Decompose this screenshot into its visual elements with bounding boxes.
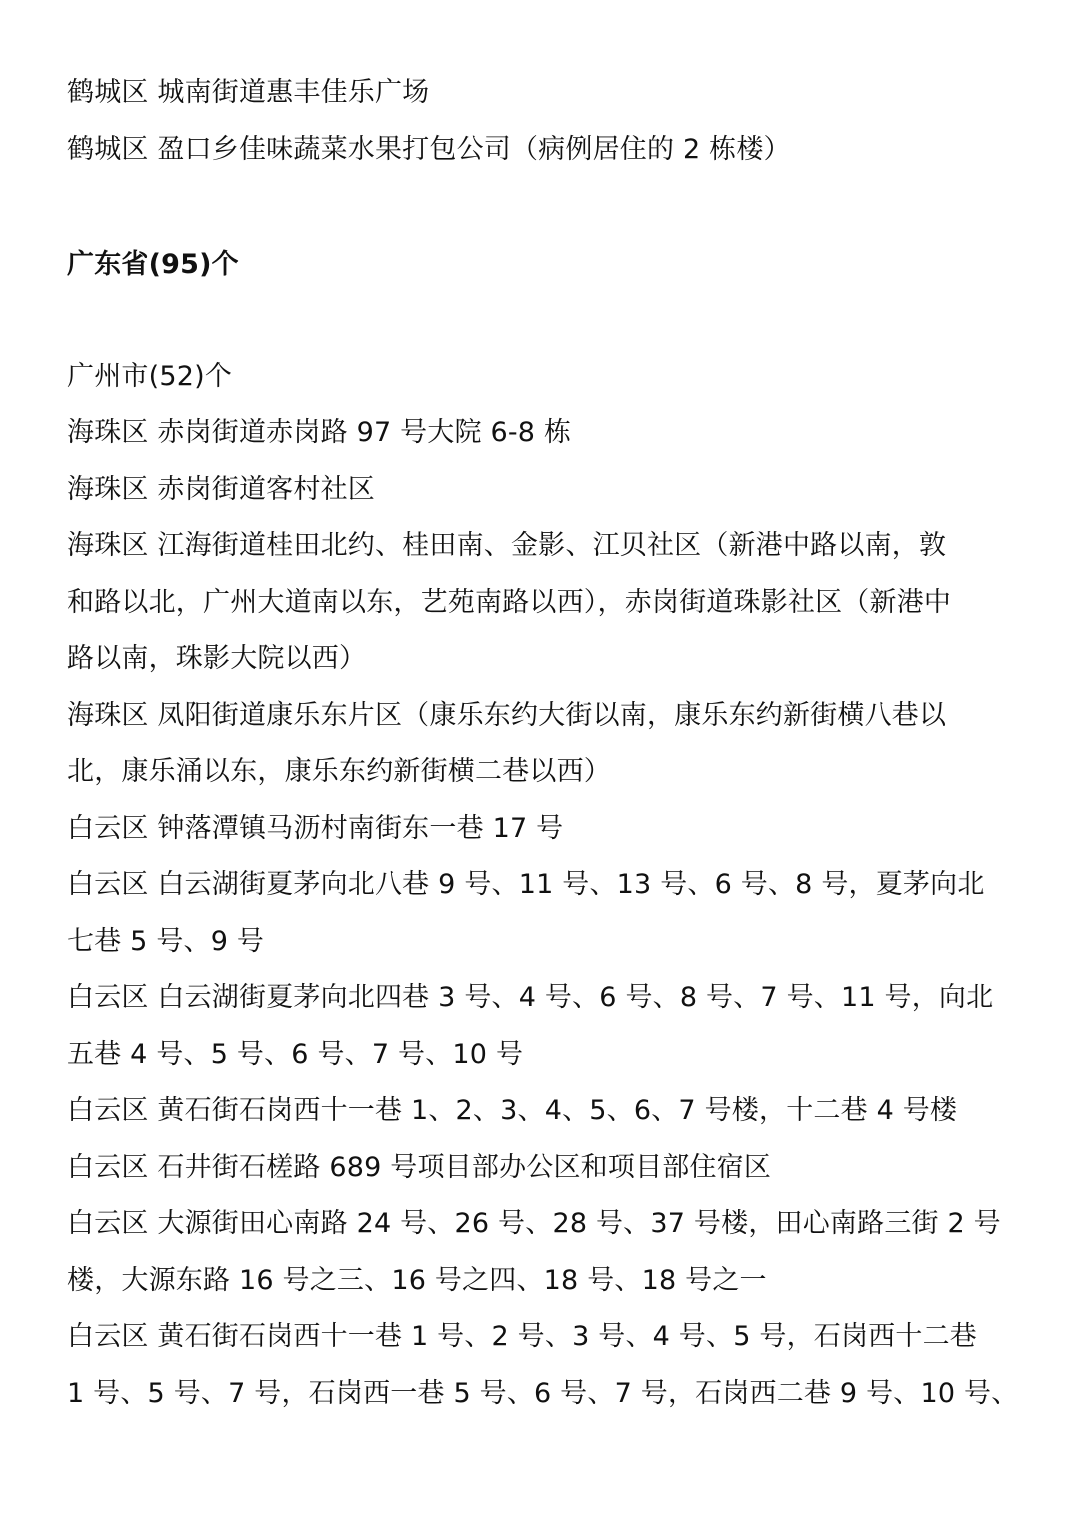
entry-line-continued: 1 号、5 号、7 号，石岗西一巷 5 号、6 号、7 号，石岗西二巷 9 号、10 号、 <box>67 1377 1019 1409</box>
entry-line: 白云区 钟落潭镇马沥村南街东一巷 17 号 <box>67 812 564 844</box>
entry-line: 海珠区 凤阳街道康乐东片区（康乐东约大街以南，康乐东约新街横八巷以 <box>67 699 947 731</box>
entry-line: 海珠区 赤岗街道赤岗路 97 号大院 6-8 栋 <box>67 417 572 448</box>
list-item <box>67 1083 1017 1140</box>
entry-line-continued: 五巷 4 号、5 号、6 号、7 号、10 号 <box>67 1038 524 1070</box>
guangzhou-entries-list <box>67 405 1017 1422</box>
list-item <box>67 1309 1017 1422</box>
list-item <box>67 688 1017 801</box>
city-heading: 广州市(52)个 <box>67 361 233 392</box>
entry-line: 白云区 黄石街石岗西十一巷 1 号、2 号、3 号、4 号、5 号，石岗西十二巷 <box>67 1321 977 1352</box>
entry-line: 白云区 石井街石槎路 689 号项目部办公区和项目部住宿区 <box>67 1151 772 1183</box>
entry-line-continued: 和路以北，广州大道南以东，艺苑南路以西），赤岗街道珠影社区（新港中 <box>67 586 952 618</box>
list-item <box>67 1140 1017 1197</box>
entry-line: 白云区 大源街田心南路 24 号、26 号、28 号、37 号楼，田心南路三街 2 号 <box>67 1208 1001 1239</box>
list-item <box>67 857 1017 970</box>
list-item <box>67 1196 1017 1309</box>
entry-line: 白云区 白云湖街夏茅向北四巷 3 号、4 号、6 号、8 号、7 号、11 号，向北 <box>67 982 994 1013</box>
entry-line: 白云区 黄石街石岗西十一巷 1、2、3、4、5、6、7 号楼，十二巷 4 号楼 <box>67 1095 958 1126</box>
province-heading: 广东省(95)个 <box>67 249 239 280</box>
entry-line: 海珠区 江海街道桂田北约、桂田南、金影、江贝社区（新港中路以南，敦 <box>67 530 947 561</box>
entry-line: 鹤城区 盈口乡佳味蔬菜水果打包公司（病例居住的 2 栋楼） <box>67 134 791 165</box>
entry-line: 白云区 白云湖街夏茅向北八巷 9 号、11 号、13 号、6 号、8 号，夏茅向北 <box>67 869 985 900</box>
list-item <box>67 518 1017 688</box>
entry-line-continued: 北，康乐涌以东，康乐东约新街横二巷以西） <box>67 756 611 787</box>
list-item <box>67 970 1017 1083</box>
entry-line-continued: 七巷 5 号、9 号 <box>67 925 265 957</box>
list-item <box>67 801 1017 858</box>
entry-line-continued: 路以南，珠影大院以西） <box>67 643 367 674</box>
entry-line-continued: 楼，大源东路 16 号之三、16 号之四、18 号、18 号之一 <box>67 1264 767 1296</box>
list-item <box>67 462 1017 519</box>
list-item <box>67 405 1017 462</box>
entry-line: 鹤城区 城南街道惠丰佳乐广场 <box>67 77 430 108</box>
entry-line: 海珠区 赤岗街道客村社区 <box>67 473 375 505</box>
